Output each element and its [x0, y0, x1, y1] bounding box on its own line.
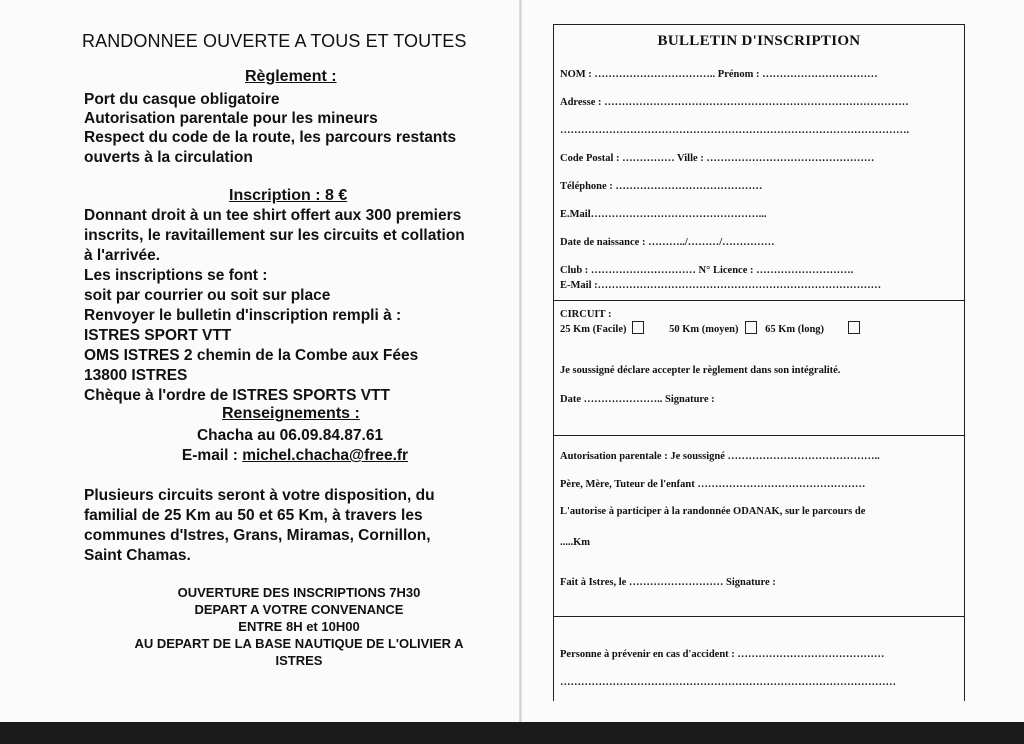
inscription-line: à l'arrivée.: [84, 247, 161, 264]
parent-field[interactable]: Père, Mère, Tuteur de l'enfant …………………………………………: [560, 479, 866, 490]
personne-prevenir-field[interactable]: Personne à prévenir en cas d'accident : ……………………………………: [560, 649, 885, 660]
inscription-line: Renvoyer le bulletin d'inscription rempli à :: [84, 307, 402, 324]
inscription-line: ISTRES SPORT VTT: [84, 327, 232, 344]
contact-email-line: [140, 446, 450, 466]
telephone-field[interactable]: Téléphone : ……………………………………: [560, 181, 763, 192]
km-field[interactable]: .....Km: [560, 537, 591, 548]
reglement-line: Respect du code de la route, les parcours restants: [84, 129, 457, 146]
circuit-label: CIRCUIT :: [560, 309, 612, 320]
date-naissance-field[interactable]: Date de naissance : ………../………/……………: [560, 237, 775, 248]
autorisation-field[interactable]: Autorisation parentale : Je soussigné ……………………………………..: [560, 451, 880, 462]
opening-line: DEPART A VOTRE CONVENANCE: [194, 602, 404, 617]
inscription-line: Donnant droit à un tee shirt offert aux 300 premiers: [84, 207, 462, 224]
personne-prevenir-field-2[interactable]: ……………………………………………………………………………………: [560, 677, 896, 688]
circuit-25-label: 25 Km (Facile): [560, 324, 627, 335]
circuit-50-label: 50 Km (moyen): [669, 324, 739, 335]
opening-line: OUVERTURE DES INSCRIPTIONS 7H30: [177, 585, 421, 600]
inscription-line: Chèque à l'ordre de ISTRES SPORTS VTT: [84, 387, 390, 404]
opening-line: ENTRE 8H et 10H00: [238, 619, 360, 634]
nom-prenom-field[interactable]: NOM : …………………………….. Prénom : ……………………………: [560, 69, 878, 80]
reglement-line: Port du casque obligatoire: [84, 91, 280, 108]
reglement-heading: Règlement :: [245, 68, 337, 85]
registration-form: [553, 24, 965, 701]
inscription-line: OMS ISTRES 2 chemin de la Combe aux Fées: [84, 347, 419, 364]
date-signature-field[interactable]: Date ………………….. Signature :: [560, 394, 715, 405]
opening-line: AU DEPART DE LA BASE NAUTIQUE DE L'OLIVIER A: [134, 636, 464, 651]
form-divider: [554, 616, 964, 617]
circuit-65-checkbox[interactable]: [848, 321, 860, 334]
email-link[interactable]: michel.chacha@free.fr: [242, 447, 409, 464]
reglement-line: Autorisation parentale pour les mineurs: [84, 110, 378, 127]
adresse-field-2[interactable]: ……………………………………………………………………………………….: [560, 125, 910, 136]
scan-bottom-edge: [0, 722, 1024, 744]
email-field[interactable]: E.Mail…………………………………………...: [560, 209, 767, 220]
opening-line: ISTRES: [275, 653, 323, 668]
adresse-field[interactable]: Adresse : ……………………………………………………………………………: [560, 97, 909, 108]
left-page: [0, 0, 519, 722]
form-divider: [554, 435, 964, 436]
circuit-50-checkbox[interactable]: [745, 321, 757, 334]
circuits-line: familial de 25 Km au 50 et 65 Km, à travers les: [84, 507, 423, 524]
circuit-25-checkbox[interactable]: [632, 321, 644, 334]
club-licence-field[interactable]: Club : ………………………… N° Licence : ……………………….: [560, 265, 854, 276]
reglement-line: ouverts à la circulation: [84, 149, 253, 166]
left-title: RANDONNEE OUVERTE A TOUS ET TOUTES: [82, 31, 467, 51]
autorise-text: L'autorise à participer à la randonnée ODANAK, sur le parcours de: [560, 506, 866, 517]
page-fold: [519, 0, 522, 744]
circuits-line: communes d'Istres, Grans, Miramas, Cornillon,: [84, 527, 431, 544]
circuit-options: [560, 321, 866, 335]
email-label: E-mail :: [181, 447, 243, 464]
circuits-line: Plusieurs circuits seront à votre disposition, du: [84, 487, 435, 504]
circuits-line: Saint Chamas.: [84, 547, 191, 564]
inscription-line: Les inscriptions se font :: [84, 267, 268, 284]
email-field-2[interactable]: E-Mail :………………………………………………………………………: [560, 280, 882, 291]
form-divider: [554, 300, 964, 301]
circuit-65-label: 65 Km (long): [765, 324, 825, 335]
form-title: BULLETIN D'INSCRIPTION: [657, 33, 861, 49]
inscription-heading: Inscription : 8 €: [229, 187, 348, 204]
code-postal-ville-field[interactable]: Code Postal : …………… Ville : …………………………………………: [560, 153, 875, 164]
declaration-text: Je soussigné déclare accepter le règlement dans son intégralité.: [560, 365, 841, 376]
inscription-line: inscrits, le ravitaillement sur les circuits et collation: [84, 227, 465, 244]
fait-a-signature-field[interactable]: Fait à Istres, le ……………………… Signature :: [560, 577, 776, 588]
renseignements-heading: Renseignements :: [222, 405, 360, 422]
contact-phone: Chacha au 06.09.84.87.61: [196, 427, 384, 444]
inscription-line: 13800 ISTRES: [84, 367, 188, 384]
inscription-line: soit par courrier ou soit sur place: [84, 287, 331, 304]
